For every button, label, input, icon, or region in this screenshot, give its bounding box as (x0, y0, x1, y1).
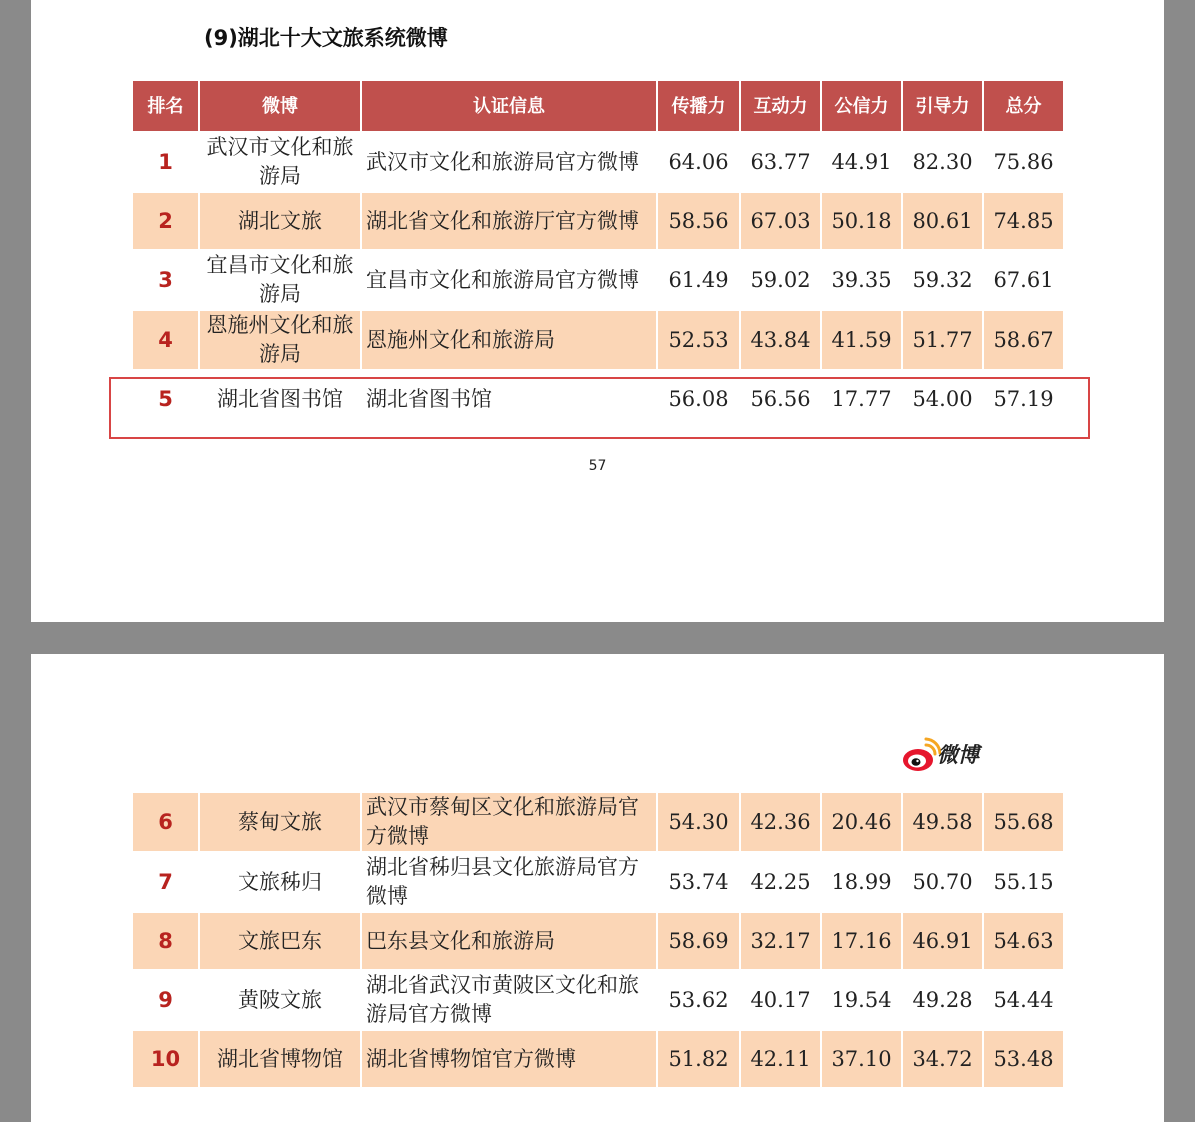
total-score: 55.15 (983, 852, 1064, 912)
guidance-score: 54.00 (902, 370, 983, 428)
table-row (132, 132, 1064, 192)
credibility-score: 39.35 (821, 250, 902, 310)
spread-score: 51.82 (657, 1030, 740, 1088)
interaction-score: 42.25 (740, 852, 821, 912)
weibo-name-cell: 文旅秭归 (199, 852, 361, 912)
spread-score: 61.49 (657, 250, 740, 310)
header-spread: 传播力 (657, 80, 740, 132)
section-title: (9)湖北十大文旅系统微博 (204, 26, 448, 50)
weibo-name-cell: 黄陂文旅 (199, 970, 361, 1030)
interaction-score: 67.03 (740, 192, 821, 250)
spread-score: 52.53 (657, 310, 740, 370)
rank-cell: 3 (132, 250, 199, 310)
weibo-name-cell: 湖北省图书馆 (199, 370, 361, 428)
rank-cell: 6 (132, 792, 199, 852)
interaction-score: 40.17 (740, 970, 821, 1030)
credibility-score: 17.77 (821, 370, 902, 428)
guidance-score: 49.28 (902, 970, 983, 1030)
weibo-logo-text: 微博 (937, 743, 979, 767)
table-row (132, 1030, 1064, 1088)
spread-score: 64.06 (657, 132, 740, 192)
highlight-box-row-5 (109, 377, 1090, 439)
interaction-score: 43.84 (740, 310, 821, 370)
spread-score: 58.69 (657, 912, 740, 970)
header-interaction: 互动力 (740, 80, 821, 132)
credibility-score: 20.46 (821, 792, 902, 852)
total-score: 53.48 (983, 1030, 1064, 1088)
weibo-logo (901, 736, 1001, 776)
certification-cell: 湖北省博物馆官方微博 (361, 1030, 657, 1088)
weibo-name-cell: 湖北省博物馆 (199, 1030, 361, 1088)
rank-cell: 2 (132, 192, 199, 250)
header-total: 总分 (983, 80, 1064, 132)
table-row (132, 970, 1064, 1030)
spread-score: 54.30 (657, 792, 740, 852)
certification-cell: 湖北省图书馆 (361, 370, 657, 428)
interaction-score: 59.02 (740, 250, 821, 310)
interaction-score: 56.56 (740, 370, 821, 428)
weibo-name-cell: 蔡甸文旅 (199, 792, 361, 852)
guidance-score: 82.30 (902, 132, 983, 192)
weibo-name-cell: 宜昌市文化和旅游局 (199, 250, 361, 310)
total-score: 54.63 (983, 912, 1064, 970)
certification-cell: 湖北省秭归县文化旅游局官方微博 (361, 852, 657, 912)
spread-score: 53.62 (657, 970, 740, 1030)
credibility-score: 18.99 (821, 852, 902, 912)
total-score: 55.68 (983, 792, 1064, 852)
credibility-score: 19.54 (821, 970, 902, 1030)
report-page-58 (31, 654, 1164, 1122)
credibility-score: 41.59 (821, 310, 902, 370)
header-weibo: 微博 (199, 80, 361, 132)
page-number: 57 (588, 458, 607, 474)
total-score: 75.86 (983, 132, 1064, 192)
header-certification: 认证信息 (361, 80, 657, 132)
table-row (132, 310, 1064, 370)
total-score: 67.61 (983, 250, 1064, 310)
guidance-score: 49.58 (902, 792, 983, 852)
credibility-score: 50.18 (821, 192, 902, 250)
total-score: 57.19 (983, 370, 1064, 428)
rank-cell: 1 (132, 132, 199, 192)
interaction-score: 32.17 (740, 912, 821, 970)
guidance-score: 51.77 (902, 310, 983, 370)
table-row (132, 792, 1064, 852)
guidance-score: 80.61 (902, 192, 983, 250)
header-credibility: 公信力 (821, 80, 902, 132)
rank-cell: 9 (132, 970, 199, 1030)
spread-score: 56.08 (657, 370, 740, 428)
interaction-score: 42.36 (740, 792, 821, 852)
header-guidance: 引导力 (902, 80, 983, 132)
interaction-score: 42.11 (740, 1030, 821, 1088)
total-score: 58.67 (983, 310, 1064, 370)
table-row (132, 852, 1064, 912)
certification-cell: 武汉市蔡甸区文化和旅游局官方微博 (361, 792, 657, 852)
total-score: 54.44 (983, 970, 1064, 1030)
table-header-row (132, 80, 1064, 132)
interaction-score: 63.77 (740, 132, 821, 192)
certification-cell: 宜昌市文化和旅游局官方微博 (361, 250, 657, 310)
guidance-score: 50.70 (902, 852, 983, 912)
weibo-eye-icon (901, 736, 941, 776)
credibility-score: 44.91 (821, 132, 902, 192)
certification-cell: 湖北省文化和旅游厅官方微博 (361, 192, 657, 250)
spread-score: 58.56 (657, 192, 740, 250)
ranking-table-part2 (131, 791, 1065, 1089)
rank-cell: 8 (132, 912, 199, 970)
certification-cell: 恩施州文化和旅游局 (361, 310, 657, 370)
credibility-score: 37.10 (821, 1030, 902, 1088)
total-score: 74.85 (983, 192, 1064, 250)
certification-cell: 武汉市文化和旅游局官方微博 (361, 132, 657, 192)
credibility-score: 17.16 (821, 912, 902, 970)
spread-score: 53.74 (657, 852, 740, 912)
table-row (132, 192, 1064, 250)
rank-cell: 7 (132, 852, 199, 912)
guidance-score: 34.72 (902, 1030, 983, 1088)
table-row (132, 250, 1064, 310)
certification-cell: 巴东县文化和旅游局 (361, 912, 657, 970)
report-page-57 (31, 0, 1164, 622)
weibo-name-cell: 恩施州文化和旅游局 (199, 310, 361, 370)
certification-cell: 湖北省武汉市黄陂区文化和旅游局官方微博 (361, 970, 657, 1030)
guidance-score: 59.32 (902, 250, 983, 310)
rank-cell: 4 (132, 310, 199, 370)
weibo-name-cell: 文旅巴东 (199, 912, 361, 970)
header-rank: 排名 (132, 80, 199, 132)
table-row (132, 912, 1064, 970)
weibo-name-cell: 武汉市文化和旅游局 (199, 132, 361, 192)
rank-cell: 10 (132, 1030, 199, 1088)
weibo-name-cell: 湖北文旅 (199, 192, 361, 250)
rank-cell: 5 (132, 370, 199, 428)
guidance-score: 46.91 (902, 912, 983, 970)
